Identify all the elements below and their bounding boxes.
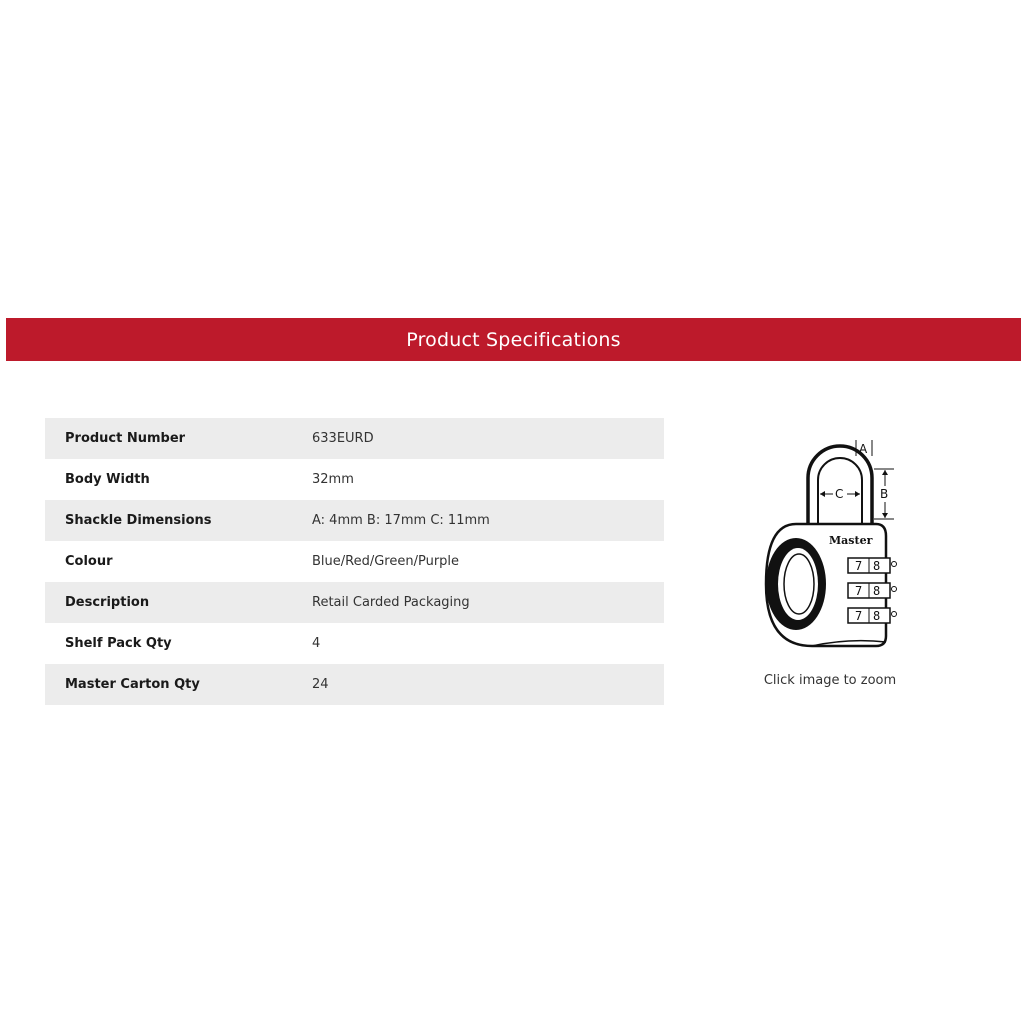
combination-dial xyxy=(848,608,897,623)
combination-dial xyxy=(848,583,897,598)
spec-value: 4 xyxy=(312,623,664,664)
dim-label-c: C xyxy=(835,487,844,501)
spec-value: 633EURD xyxy=(312,418,664,459)
dial-digit: 8 xyxy=(873,584,881,598)
spec-label: Product Number xyxy=(45,418,312,459)
dial-digit: 7 xyxy=(855,609,863,623)
table-row xyxy=(45,582,664,623)
spec-label: Description xyxy=(45,582,312,623)
table-row xyxy=(45,623,664,664)
spec-value: Blue/Red/Green/Purple xyxy=(312,541,664,582)
table-row xyxy=(45,459,664,500)
table-row xyxy=(45,541,664,582)
banner-title: Product Specifications xyxy=(406,328,621,351)
dim-label-b: B xyxy=(880,487,889,501)
dial-digit: 7 xyxy=(855,584,863,598)
spec-value: Retail Carded Packaging xyxy=(312,582,664,623)
zoom-caption-link[interactable]: Click image to zoom xyxy=(763,673,897,688)
spec-label: Master Carton Qty xyxy=(45,664,312,705)
spec-label: Shelf Pack Qty xyxy=(45,623,312,664)
table-row xyxy=(45,664,664,705)
brand-label: Master xyxy=(829,534,873,547)
dial-digit: 8 xyxy=(873,559,881,573)
dim-label-a: A xyxy=(859,442,868,456)
spec-table xyxy=(45,418,664,705)
padlock-dimension-image[interactable] xyxy=(752,432,908,656)
spec-value: 24 xyxy=(312,664,664,705)
spec-value: 32mm xyxy=(312,459,664,500)
table-row xyxy=(45,500,664,541)
spec-label: Body Width xyxy=(45,459,312,500)
dial-digit: 8 xyxy=(873,609,881,623)
combination-dial xyxy=(848,558,897,573)
spec-label: Colour xyxy=(45,541,312,582)
product-specifications-banner xyxy=(6,318,1021,361)
spec-label: Shackle Dimensions xyxy=(45,500,312,541)
table-row xyxy=(45,418,664,459)
spec-value: A: 4mm B: 17mm C: 11mm xyxy=(312,500,664,541)
dial-digit: 7 xyxy=(855,559,863,573)
